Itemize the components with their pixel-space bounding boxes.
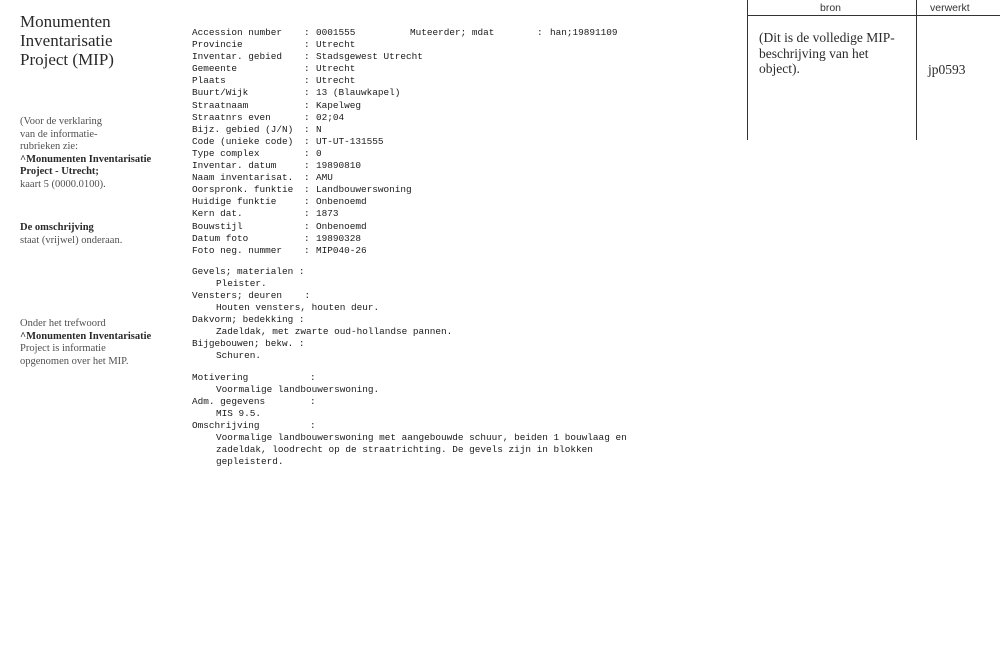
field-row <box>192 39 732 51</box>
field-value: Stadsgewest Utrecht <box>316 51 423 63</box>
gevels-text: Pleister. <box>216 277 267 289</box>
field-label: Inventar. datum <box>192 160 277 172</box>
field-label: Bijz. gebied (J/N) <box>192 123 294 135</box>
adm-label: Adm. gegevens <box>192 395 266 407</box>
field-row <box>192 160 732 172</box>
field-label: Straatnrs even <box>192 111 271 123</box>
field-label: Oorspronk. funktie <box>192 184 294 196</box>
field-sep: : <box>304 75 310 87</box>
field-sep: : <box>304 208 310 220</box>
table-divider <box>747 0 748 140</box>
vensters-text: Houten vensters, houten deur. <box>216 302 380 314</box>
sidebar <box>20 12 190 367</box>
omschrijving-line: zadeldak, loodrecht op de straatrichting. De gevels zijn in blokken <box>216 444 593 456</box>
note-line: staat (vrijwel) onderaan. <box>20 234 123 246</box>
field-value: 19890810 <box>316 160 362 172</box>
adm-row <box>192 396 732 408</box>
motivering-text: Voormalige landbouwerswoning. <box>216 383 380 395</box>
adm-sep: : <box>310 395 316 407</box>
field-label: Buurt/Wijk <box>192 87 249 99</box>
field-row <box>192 148 732 160</box>
field-sep: : <box>304 172 310 184</box>
mutator-sep: : <box>537 27 543 38</box>
note-line: van de informatie- <box>20 128 98 140</box>
sidebar-title-line3: Project (MIP) <box>20 50 114 69</box>
bron-text: (Dit is de volledige MIP-beschrijving van het object). <box>759 30 895 76</box>
note-line: Project is informatie <box>20 343 106 354</box>
note-line-bold: ^Monumenten Inventarisatie <box>20 153 152 165</box>
field-row <box>192 184 732 196</box>
sidebar-title-line1: Monumenten <box>20 12 111 31</box>
field-row <box>192 221 732 233</box>
bijgebouwen-label: Bijgebouwen; bekw. : <box>192 338 305 350</box>
field-value: 1873 <box>316 208 339 220</box>
dakvorm-label: Dakvorm; bedekking : <box>192 314 305 326</box>
field-value: 19890328 <box>316 232 362 244</box>
bijgebouwen-text: Schuren. <box>216 350 262 362</box>
field-row <box>192 124 732 136</box>
sidebar-title-line2: Inventarisatie <box>20 31 113 50</box>
field-row <box>192 87 732 99</box>
field-sep: : <box>304 123 310 135</box>
field-label: Accession number <box>192 27 283 38</box>
note-line: Onder het trefwoord <box>20 318 106 329</box>
field-label: Gemeente <box>192 63 238 75</box>
field-label: Inventar. gebied <box>192 51 283 63</box>
motivering-sep: : <box>310 371 316 383</box>
table-divider <box>916 0 917 140</box>
record-fields <box>192 27 732 257</box>
adm-text: MIS 9.5. <box>216 407 262 419</box>
field-value: N <box>316 123 322 135</box>
table-divider <box>747 15 1000 16</box>
note-line: (Voor de verklaring <box>20 116 103 127</box>
omschrijving-label: Omschrijving <box>192 419 260 431</box>
field-value: 02;04 <box>316 111 345 123</box>
field-value: Landbouwerswoning <box>316 184 412 196</box>
field-value: Utrecht <box>316 39 356 51</box>
sidebar-note-description <box>20 222 122 247</box>
gevels-label: Gevels; materialen : <box>192 265 305 277</box>
field-label: Type complex <box>192 147 260 159</box>
field-value: Utrecht <box>316 75 356 87</box>
mutator-value: han;19891109 <box>550 27 618 38</box>
field-row <box>192 196 732 208</box>
omschrijving-line: Voormalige landbouwerswoning met aangebouwde schuur, beiden 1 bouwlaag en <box>216 432 627 443</box>
field-row <box>192 51 732 63</box>
field-row <box>192 136 732 148</box>
note-line: opgenomen over het MIP. <box>20 355 129 367</box>
field-label: Kern dat. <box>192 208 243 220</box>
field-sep: : <box>304 135 310 147</box>
field-row <box>192 112 732 124</box>
note-line: rubrieken zie: <box>20 141 79 152</box>
field-label: Foto neg. nummer <box>192 244 283 256</box>
field-row <box>192 172 732 184</box>
field-sep: : <box>304 160 310 172</box>
field-label: Bouwstijl <box>192 220 243 232</box>
field-row <box>192 100 732 112</box>
note-line-bold: ^Monumenten Inventarisatie <box>20 330 152 342</box>
field-sep: : <box>304 39 310 51</box>
vensters-label: Vensters; deuren : <box>192 289 311 301</box>
field-label: Straatnaam <box>192 99 249 111</box>
sidebar-note-legend <box>20 116 151 191</box>
mutator-label: Muteerder; mdat <box>410 27 495 38</box>
record-listing <box>192 27 732 468</box>
header-bron: bron <box>820 2 842 14</box>
sidebar-note-keyword <box>20 318 151 368</box>
field-sep: : <box>304 63 310 75</box>
dakvorm-text: Zadeldak, met zwarte oud-hollandse pannen. <box>216 326 453 338</box>
field-value: 0 <box>316 147 322 159</box>
omschrijving-line: gepleisterd. <box>216 456 284 468</box>
omschrijving-sep: : <box>310 419 316 431</box>
field-value: UT-UT-131555 <box>316 135 384 147</box>
field-sep: : <box>304 27 310 38</box>
verwerkt-text: jp0593 <box>928 62 966 77</box>
field-sep: : <box>304 196 310 208</box>
field-row <box>192 245 732 257</box>
field-value: MIP040-26 <box>316 244 367 256</box>
field-value: Utrecht <box>316 63 356 75</box>
field-sep: : <box>304 51 310 63</box>
field-label: Plaats <box>192 75 226 87</box>
note-line-bold: Project - Utrecht; <box>20 166 99 177</box>
field-sep: : <box>304 87 310 99</box>
field-value: 13 (Blauwkapel) <box>316 87 401 99</box>
field-row <box>192 63 732 75</box>
header-verwerkt: verwerkt <box>930 2 970 14</box>
note-line: kaart 5 (0000.0100). <box>20 178 106 190</box>
omschrijving-row <box>192 420 732 432</box>
field-row <box>192 233 732 245</box>
field-label: Naam inventarisat. <box>192 172 294 184</box>
field-value: Onbenoemd <box>316 196 367 208</box>
field-row <box>192 75 732 87</box>
field-value: Kapelweg <box>316 99 362 111</box>
field-value: Onbenoemd <box>316 220 367 232</box>
field-sep: : <box>304 147 310 159</box>
field-value: AMU <box>316 172 333 184</box>
field-sep: : <box>304 244 310 256</box>
field-sep: : <box>304 99 310 111</box>
field-label: Datum foto <box>192 232 249 244</box>
source-table <box>747 0 1000 140</box>
field-row <box>192 208 732 220</box>
field-label: Provincie <box>192 39 243 51</box>
field-value: 0001555 <box>316 27 356 38</box>
note-line-bold: De omschrijving <box>20 222 94 233</box>
motivering-row <box>192 372 732 384</box>
motivering-label: Motivering <box>192 371 249 383</box>
field-label: Code (unieke code) <box>192 135 294 147</box>
field-sep: : <box>304 184 310 196</box>
field-sep: : <box>304 220 310 232</box>
field-label: Huidige funktie <box>192 196 277 208</box>
field-sep: : <box>304 111 310 123</box>
field-sep: : <box>304 232 310 244</box>
